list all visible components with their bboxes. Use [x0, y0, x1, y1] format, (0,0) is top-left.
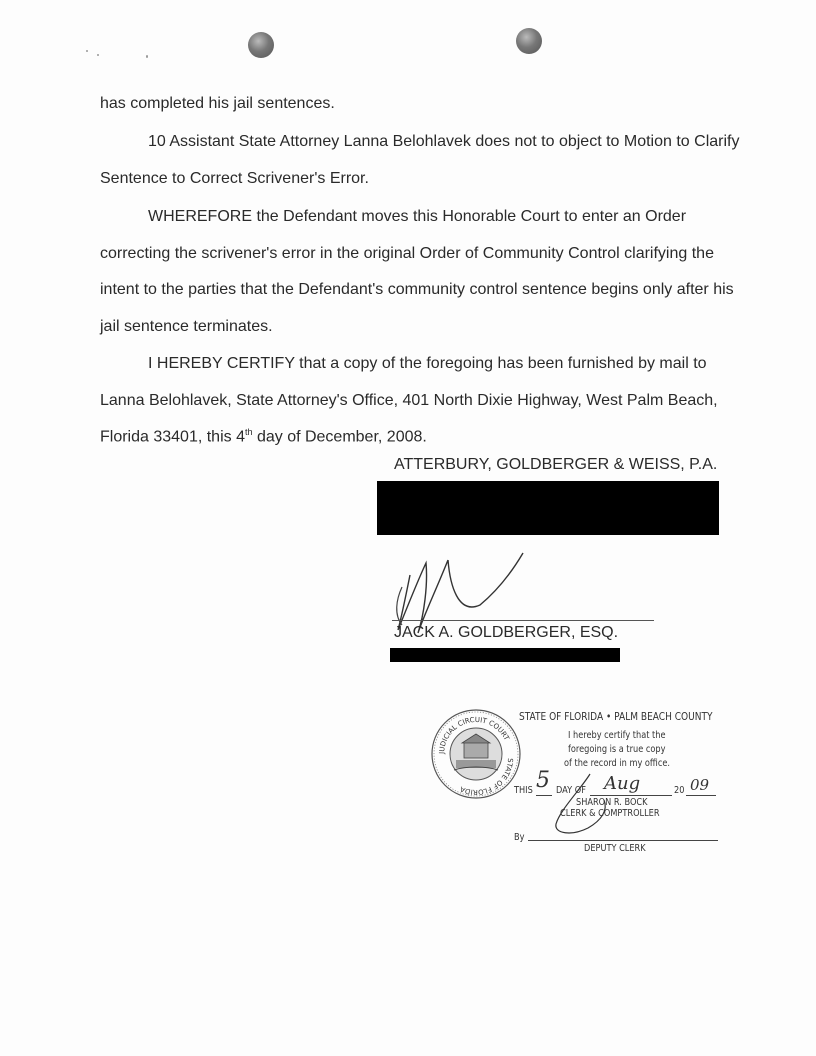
body-line: 10 Assistant State Attorney Lanna Belohlavek does not to object to Motion to Clarify: [148, 133, 740, 150]
stamp-year-prefix: 20: [674, 785, 685, 796]
court-seal: [430, 708, 522, 800]
punch-hole: [248, 32, 274, 58]
body-line: Sentence to Correct Scrivener's Error.: [100, 170, 369, 187]
signature-line: [392, 620, 654, 621]
body-line: jail sentence terminates.: [100, 318, 273, 335]
clerk-name: SHARON R. BOCK: [576, 797, 648, 808]
body-text: Florida 33401, this 4: [100, 428, 245, 446]
body-line: Lanna Belohlavek, State Attorney's Office, 401 North Dixie Highway, West Palm Beach,: [100, 392, 718, 409]
body-line: has completed his jail sentences.: [100, 95, 335, 112]
punch-hole: [516, 28, 542, 54]
attorney-name: JACK A. GOLDBERGER, ESQ.: [394, 624, 619, 641]
stamp-day-of: DAY OF: [556, 785, 586, 796]
stamp-year-line: [686, 795, 716, 796]
body-line: [100, 427, 427, 446]
stamp-cert-line: of the record in my office.: [564, 758, 671, 769]
ordinal-suffix: th: [244, 427, 253, 437]
handwritten-year: 09: [690, 776, 710, 794]
stamp-cert-line: I hereby certify that the: [568, 730, 666, 741]
stamp-this-label: THIS: [514, 785, 533, 796]
stamp-header: STATE OF FLORIDA • PALM BEACH COUNTY: [519, 710, 713, 723]
clerk-title: CLERK & COMPTROLLER: [560, 808, 660, 819]
handwritten-day: 5: [536, 768, 550, 793]
body-line: I HEREBY CERTIFY that a copy of the foregoing has been furnished by mail to: [148, 355, 707, 372]
body-line: intent to the parties that the Defendant's community control sentence begins only after his: [100, 281, 734, 298]
body-line: correcting the scrivener's error in the original Order of Community Control clarifying the: [100, 245, 714, 262]
handwritten-month: Aug: [604, 773, 641, 794]
scan-speck: [97, 54, 99, 56]
deputy-clerk-label: DEPUTY CLERK: [584, 843, 646, 854]
seal-text-bottom: STATE OF FLORIDA: [458, 757, 515, 797]
redaction-box: [377, 481, 719, 535]
firm-name: ATTERBURY, GOLDBERGER & WEISS, P.A.: [394, 456, 718, 473]
scan-speck: [146, 55, 148, 58]
stamp-cert-line: foregoing is a true copy: [568, 744, 666, 755]
body-text: day of December, 2008.: [252, 428, 427, 446]
seal-text-top: JUDICIAL CIRCUIT COURT: [437, 715, 511, 755]
deputy-signature-line: [528, 840, 718, 841]
body-line: WHEREFORE the Defendant moves this Honorable Court to enter an Order: [148, 208, 687, 225]
scan-speck: [86, 50, 88, 52]
stamp-by-label: By: [514, 832, 525, 843]
redaction-box: [390, 648, 620, 662]
